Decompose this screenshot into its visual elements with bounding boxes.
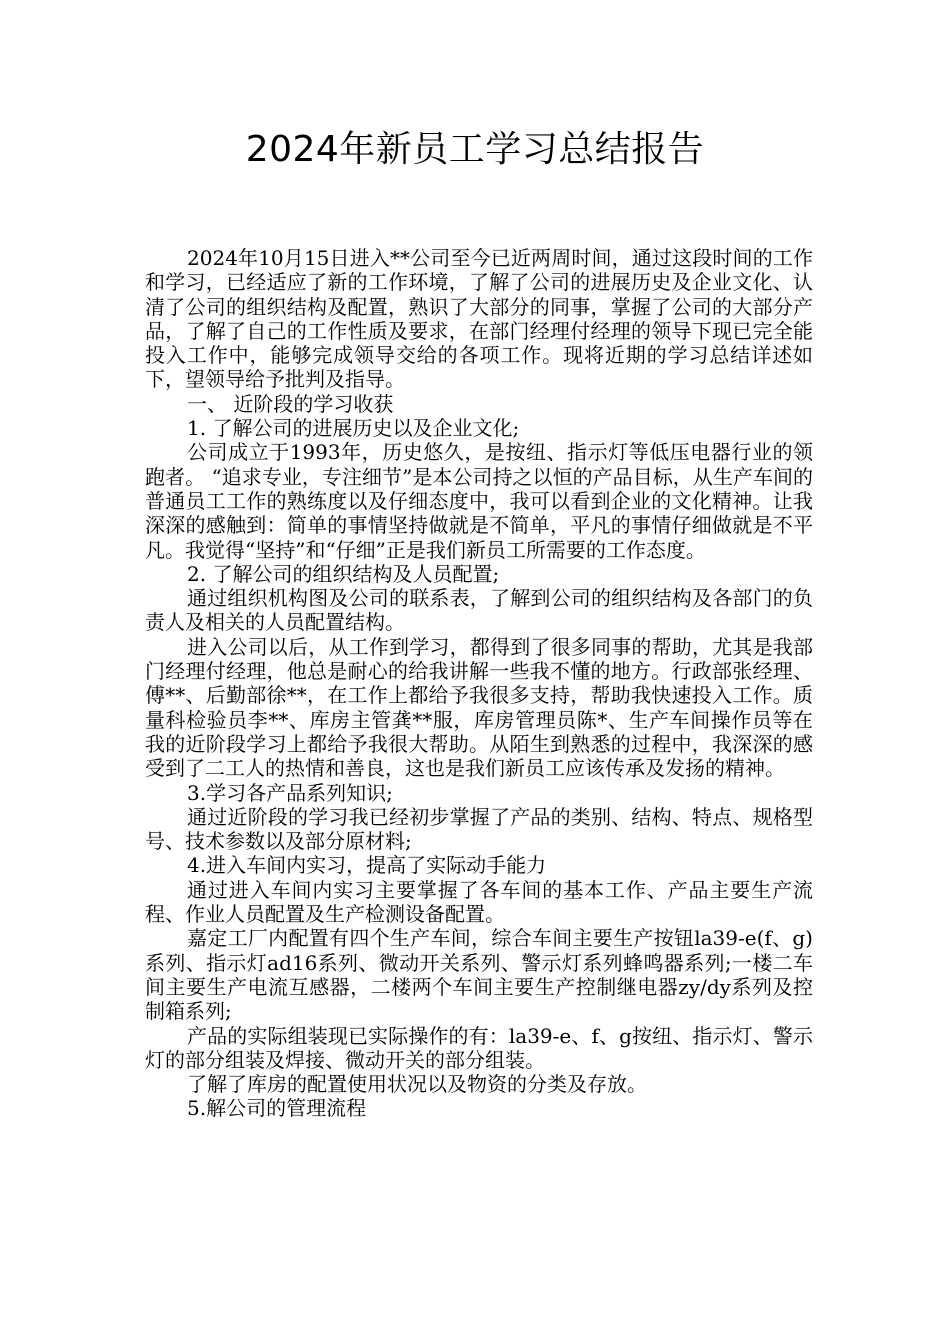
subheading-1: 1. 了解公司的进展历史以及企业文化; <box>187 416 520 441</box>
subheading-4: 4.进入车间内实习，提高了实际动手能力 <box>187 853 547 878</box>
paragraph-workshop: 通过进入车间内实习主要掌握了各车间的基本工作、产品主要生产流程、作业人员配置及生产检测设备配置。 <box>145 877 813 927</box>
paragraph-assembly: 产品的实际组装现已实际操作的有：la39-e、f、g按纽、指示灯、警示灯的部分组装及焊接、微动开关的部分组装。 <box>145 1023 813 1072</box>
subheading-3: 3.学习各产品系列知识; <box>187 780 393 805</box>
document-body <box>145 246 813 1121</box>
subheading-2: 2. 了解公司的组织结构及人员配置; <box>187 561 500 586</box>
paragraph-jiading-factory: 嘉定工厂内配置有四个生产车间，综合车间主要生产按钮la39-e(f、g)系列、指示灯ad16系列、微动开关系列、警示灯系列蜂鸣器系列;一楼二车间主要生产电流互感器，二楼两个车间主要生产控制继电器zy/dy系列及控制箱系列; <box>145 926 813 1024</box>
paragraph-products: 通过近阶段的学习我已经初步掌握了产品的类别、结构、特点、规格型号、技术参数以及部分原材料; <box>145 804 813 854</box>
subheading-5: 5.解公司的管理流程 <box>187 1096 367 1121</box>
paragraph-company-history: 公司成立于1993年，历史悠久，是按纽、指示灯等低压电器行业的领跑者。 “追求专业，专注细节”是本公司持之以恒的产品目标，从生产车间的普通员工工作的熟练度以及仔细态度中，我可以看到企业的文化精神。让我深深的感触到：简单的事情坚持做就是不简单，平凡的事情仔细做就是不平凡。我觉得“坚持”和“仔细”正是我们新员工所需要的工作态度。 <box>145 440 813 562</box>
paragraph-colleagues: 进入公司以后，从工作到学习，都得到了很多同事的帮助，尤其是我部门经理付经理，他总是耐心的给我讲解一些我不懂的地方。行政部张经理、傅**、后勤部徐**，在工作上都给予我很多支持，帮助我快速投入工作。质量科检验员李**、库房主管龚**服，库房管理员陈*、生产车间操作员等在我的近阶段学习上都给予我很大帮助。从陌生到熟悉的过程中，我深深的感受到了二工人的热情和善良，这也是我们新员工应该传承及发扬的精神。 <box>145 634 813 781</box>
paragraph-org-structure: 通过组织机构图及公司的联系表，了解到公司的组织结构及各部门的负责人及相关的人员配置结构。 <box>145 586 813 635</box>
paragraph-intro: 2024年10月15日进入**公司至今已近两周时间，通过这段时间的工作和学习，已经适应了新的工作环境，了解了公司的进展历史及企业文化、认清了公司的组织结构及配置，熟识了大部分的同事，掌握了公司的大部分产品，了解了自己的工作性质及要求，在部门经理付经理的领导下现已完全能投入工作中，能够完成领导交给的各项工作。现将近期的学习总结详述如下，望领导给予批判及指导。 <box>145 246 813 392</box>
document-title: 2024年新员工学习总结报告 <box>245 129 705 170</box>
paragraph-warehouse: 了解了库房的配置使用状况以及物资的分类及存放。 <box>187 1072 647 1097</box>
section-heading-1: 一、 近阶段的学习收获 <box>187 391 394 416</box>
